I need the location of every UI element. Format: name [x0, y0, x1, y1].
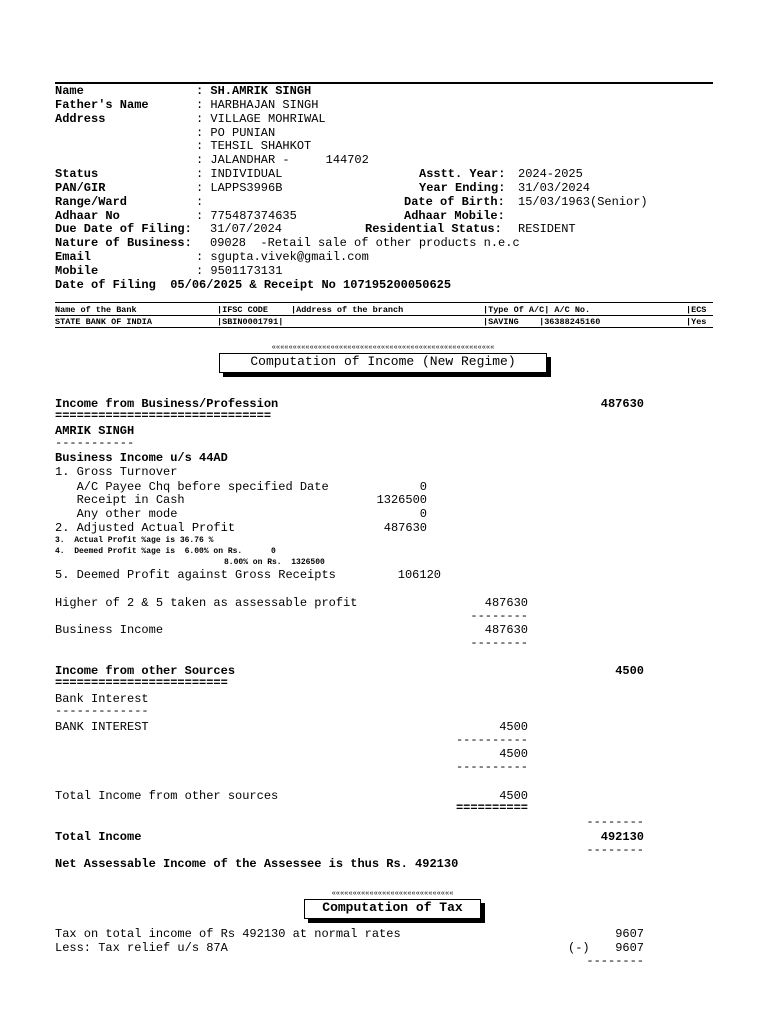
- year-ending-value: 31/03/2024: [518, 181, 591, 195]
- cash-label: Receipt in Cash: [55, 493, 185, 507]
- bank-interest-heading: Bank Interest: [55, 692, 149, 706]
- business-income-value: 487630: [484, 623, 528, 637]
- pan-value: : LAPPS3996B: [196, 181, 283, 195]
- dob-value: 15/03/1963(Senior): [518, 195, 648, 209]
- other-sources-total-value: 4500: [499, 789, 528, 803]
- business-heading-total: 487630: [600, 397, 644, 411]
- tax-relief-label: Less: Tax relief u/s 87A: [55, 941, 228, 955]
- filing-line: Date of Filing 05/06/2025 & Receipt No 107195200050625: [55, 278, 452, 292]
- bank-header-address: |Address of the branch: [291, 305, 404, 315]
- business-income-dashes: --------: [470, 636, 528, 650]
- other-sources-underline: ========================: [55, 676, 228, 690]
- income-title: Computation of Income (New Regime): [250, 354, 516, 369]
- bank-row-type: |SAVING |36388245160: [483, 317, 601, 327]
- bank-row-ecs: |Yes: [686, 317, 707, 327]
- tax-relief-sign: (-): [568, 941, 590, 955]
- email-label: Email: [55, 250, 92, 264]
- year-ending-label: Year Ending:: [419, 181, 506, 195]
- business-income-label: Business Income: [55, 623, 164, 637]
- deemed-profit-label: 5. Deemed Profit against Gross Receipts: [55, 568, 336, 582]
- assessee-underline: -----------: [55, 436, 135, 450]
- adhaar-label: Adhaar No: [55, 209, 120, 223]
- bank-row-name: STATE BANK OF INDIA: [55, 317, 152, 327]
- asst-year-value: 2024-2025: [518, 167, 583, 181]
- bank-table-top-rule: [55, 302, 713, 303]
- adjusted-profit-label: 2. Adjusted Actual Profit: [55, 521, 236, 535]
- cash-value: 1326500: [376, 493, 427, 507]
- bank-interest-dashes: ----------: [455, 733, 528, 747]
- higher-value: 487630: [484, 596, 528, 610]
- asst-year-label: Asstt. Year:: [419, 167, 506, 181]
- assessee-name: AMRIK SINGH: [55, 424, 135, 438]
- other-mode-value: 0: [419, 507, 427, 521]
- other-sources-equals: ==========: [455, 801, 528, 815]
- name-value: : SH.AMRIK SINGH: [196, 84, 312, 98]
- email-value: : sgupta.vivek@gmail.com: [196, 250, 369, 264]
- box-dots-top: «««««««««««««««««««««««««««««: [331, 891, 454, 898]
- nature-value: 09028 -Retail sale of other products n.e.c: [210, 236, 520, 250]
- total-income-label: Total Income: [55, 830, 142, 844]
- income-title-box: [219, 345, 547, 379]
- bank-table-bottom-rule: [55, 327, 713, 328]
- gross-turnover-label: 1. Gross Turnover: [55, 465, 178, 479]
- tax-relief-value: 9607: [615, 941, 644, 955]
- higher-dashes: --------: [470, 609, 528, 623]
- bank-interest-subtotal: 4500: [499, 747, 528, 761]
- bank-header-name: Name of the Bank: [55, 305, 137, 315]
- father-value: : HARBHAJAN SINGH: [196, 98, 319, 112]
- address-line: : PO PUNIAN: [196, 126, 276, 140]
- chq-value: 0: [419, 480, 427, 494]
- adhaar-value: : 775487374635: [196, 209, 297, 223]
- bank-table-mid-rule: [55, 315, 713, 316]
- box-dots-bottom: «««««««««««««««««««««««««««««: [331, 918, 454, 925]
- total-income-dashes-top: --------: [586, 815, 644, 829]
- bank-interest-underline: -------------: [55, 704, 149, 718]
- net-assessable-line: Net Assessable Income of the Assessee is thus Rs. 492130: [55, 857, 459, 871]
- other-sources-total-label: Total Income from other sources: [55, 789, 279, 803]
- due-date-label: Due Date of Filing:: [55, 222, 192, 236]
- mobile-label: Mobile: [55, 264, 99, 278]
- total-income-value: 492130: [600, 830, 644, 844]
- bank-interest-item-label: BANK INTEREST: [55, 720, 149, 734]
- deemed-profit-value: 106120: [397, 568, 441, 582]
- father-label: Father's Name: [55, 98, 149, 112]
- due-date-value: 31/07/2024: [210, 222, 283, 236]
- other-sources-heading: Income from other Sources: [55, 664, 236, 678]
- business-44ad-heading: Business Income u/s 44AD: [55, 451, 228, 465]
- box-dots-bottom: «««««««««««««««««««««««««««««««««««««««««««««««««««««: [271, 372, 495, 379]
- residential-status-value: RESIDENT: [518, 222, 576, 236]
- address-line: : TEHSIL SHAHKOT: [196, 139, 312, 153]
- total-income-dashes-bottom: --------: [586, 843, 644, 857]
- actual-profit-note: 3. Actual Profit %age is 36.76 %: [55, 536, 214, 545]
- box-dots-top: «««««««««««««««««««««««««««««««««««««««««««««««««««««: [271, 345, 495, 352]
- name-label: Name: [55, 84, 84, 98]
- bank-header-ecs: |ECS: [686, 305, 707, 315]
- chq-label: A/C Payee Chq before specified Date: [55, 480, 329, 494]
- other-mode-label: Any other mode: [55, 507, 178, 521]
- dob-label: Date of Birth:: [404, 195, 505, 209]
- tax-dashes: --------: [586, 954, 644, 968]
- higher-label: Higher of 2 & 5 taken as assessable profit: [55, 596, 358, 610]
- address-line: : JALANDHAR - 144702: [196, 153, 369, 167]
- tax-title-box: [304, 891, 481, 925]
- adhaar-mobile-label: Adhaar Mobile:: [404, 209, 505, 223]
- bank-interest-item-value: 4500: [499, 720, 528, 734]
- bank-interest-subtotal-dashes: ----------: [455, 760, 528, 774]
- business-underline: ==============================: [55, 409, 272, 423]
- adjusted-profit-value: 487630: [383, 521, 427, 535]
- bank-header-type: |Type Of A/C| A/C No.: [483, 305, 591, 315]
- deemed-profit-note-2: 8.00% on Rs. 1326500: [224, 558, 325, 567]
- range-value: :: [196, 195, 204, 209]
- range-label: Range/Ward: [55, 195, 128, 209]
- tax-title: Computation of Tax: [322, 900, 463, 915]
- tax-normal-value: 9607: [615, 927, 644, 941]
- tax-normal-label: Tax on total income of Rs 492130 at normal rates: [55, 927, 401, 941]
- other-sources-heading-total: 4500: [615, 664, 644, 678]
- deemed-profit-note: 4. Deemed Profit %age is 6.00% on Rs. 0: [55, 547, 276, 556]
- residential-status-label: Residential Status:: [365, 222, 502, 236]
- bank-row-ifsc: |SBIN0001791|: [217, 317, 284, 327]
- business-heading: Income from Business/Profession: [55, 397, 279, 411]
- nature-label: Nature of Business:: [55, 236, 192, 250]
- top-rule: [55, 82, 713, 84]
- address-line: : VILLAGE MOHRIWAL: [196, 112, 326, 126]
- status-label: Status: [55, 167, 99, 181]
- status-value: : INDIVIDUAL: [196, 167, 283, 181]
- bank-header-ifsc: |IFSC CODE: [217, 305, 269, 315]
- pan-label: PAN/GIR: [55, 181, 106, 195]
- address-label: Address: [55, 112, 106, 126]
- mobile-value: : 9501173131: [196, 264, 283, 278]
